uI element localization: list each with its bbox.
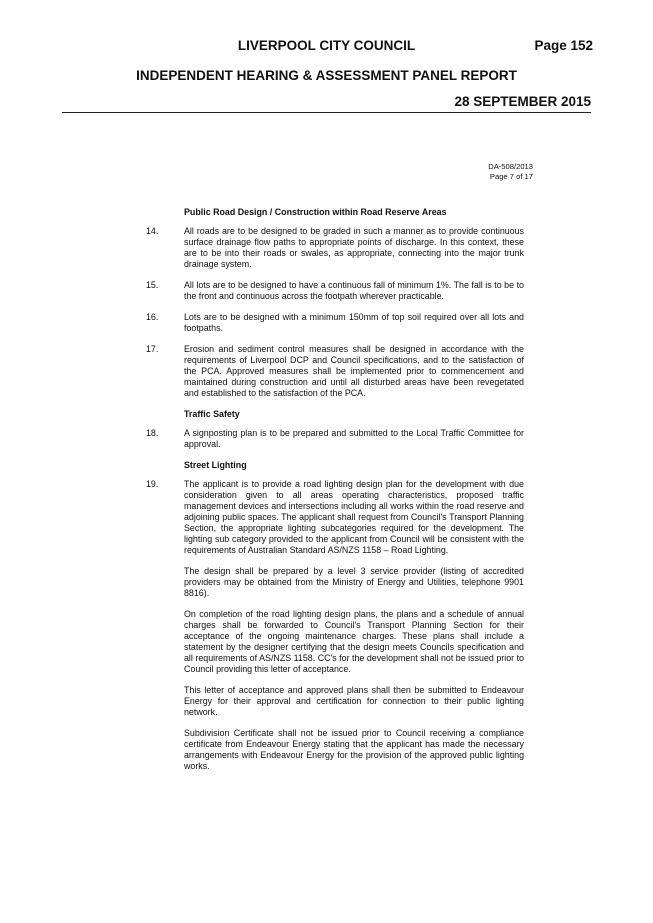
- condition-item: [146, 428, 524, 450]
- condition-number: 15.: [146, 280, 159, 290]
- report-title: INDEPENDENT HEARING & ASSESSMENT PANEL REPORT: [136, 68, 517, 83]
- condition-item: [146, 280, 524, 302]
- page-of: Page 7 of 17: [489, 172, 533, 181]
- document-reference: [488, 162, 533, 182]
- page-number: Page 152: [534, 38, 593, 53]
- condition-text: All lots are to be designed to have a continuous fall of minimum 1%. The fall is to be to the front and continuous across the footpath wherever practicable.: [184, 280, 524, 301]
- section-heading-road-design: Public Road Design / Construction within Road Reserve Areas: [184, 207, 447, 217]
- condition-paragraph: This letter of acceptance and approved plans shall then be submitted to Endeavour Energy for their approval and certification for connection to their public lighting network.: [184, 685, 524, 717]
- condition-text: The applicant is to provide a road lighting design plan for the development with due consideration given to all areas operating characteristics, proposed traffic management devices and intersections including all works within the road reserve and adjoining public spaces. The applicant shall request from Council's Transport Planning Section, the appropriate lighting subcategories required for the development. The lighting sub category provided to the applicant from Council will be consistent with the requirements of Australian Standard AS/NZS 1158 – Road Lighting.: [184, 479, 524, 555]
- condition-item: [146, 312, 524, 334]
- condition-item: [146, 344, 524, 399]
- condition-number: 16.: [146, 312, 159, 322]
- condition-number: 18.: [146, 428, 159, 438]
- condition-paragraph: On completion of the road lighting design plans, the plans and a schedule of annual charges shall be forwarded to Council's Transport Planning Section for their acceptance of the ongoing maintenance charges. These plans shall include a statement by the designer certifying that the design meets Councils specification and all requirements of AS/NZS 1158. CC's for the development shall not be issued prior to Council providing this letter of acceptance.: [184, 609, 524, 674]
- condition-number: 17.: [146, 344, 159, 354]
- condition-number: 19.: [146, 479, 159, 489]
- da-number: DA-508/2013: [488, 162, 533, 171]
- section-heading-street-lighting: Street Lighting: [184, 460, 247, 470]
- council-name: LIVERPOOL CITY COUNCIL: [237, 38, 416, 53]
- condition-paragraph: Subdivision Certificate shall not be issued prior to Council receiving a compliance certificate from Endeavour Energy stating that the applicant has made the necessary arrangements with Endeavour Energy for the provision of the approved public lighting works.: [184, 728, 524, 771]
- condition-number: 14.: [146, 226, 159, 236]
- condition-item: [146, 226, 524, 270]
- condition-paragraph: The design shall be prepared by a level 3 service provider (listing of accredited providers may be obtained from the Ministry of Energy and Utilities, telephone 9901 8816).: [184, 566, 524, 598]
- condition-text: All roads are to be designed to be graded in such a manner as to provide continuous surface drainage flow paths to appropriate points of discharge. In this context, these are to be into their roads or swales, as appropriate, connecting into the major trunk drainage system.: [184, 226, 524, 269]
- condition-item: [146, 479, 524, 556]
- condition-text: Erosion and sediment control measures shall be designed in accordance with the requirements of Liverpool DCP and Council specifications, and to the satisfaction of the PCA. Approved measures shall be implemented prior to commencement and maintained during construction and until all disturbed areas have been revegetated and established to the satisfaction of the PCA.: [184, 344, 524, 398]
- condition-text: A signposting plan is to be prepared and submitted to the Local Traffic Committee for approval.: [184, 428, 524, 449]
- header-divider: [62, 112, 591, 113]
- document-body: [146, 207, 524, 782]
- report-date: 28 SEPTEMBER 2015: [454, 94, 591, 109]
- condition-text: Lots are to be designed with a minimum 150mm of top soil required over all lots and footpaths.: [184, 312, 524, 333]
- section-heading-traffic-safety: Traffic Safety: [184, 409, 240, 419]
